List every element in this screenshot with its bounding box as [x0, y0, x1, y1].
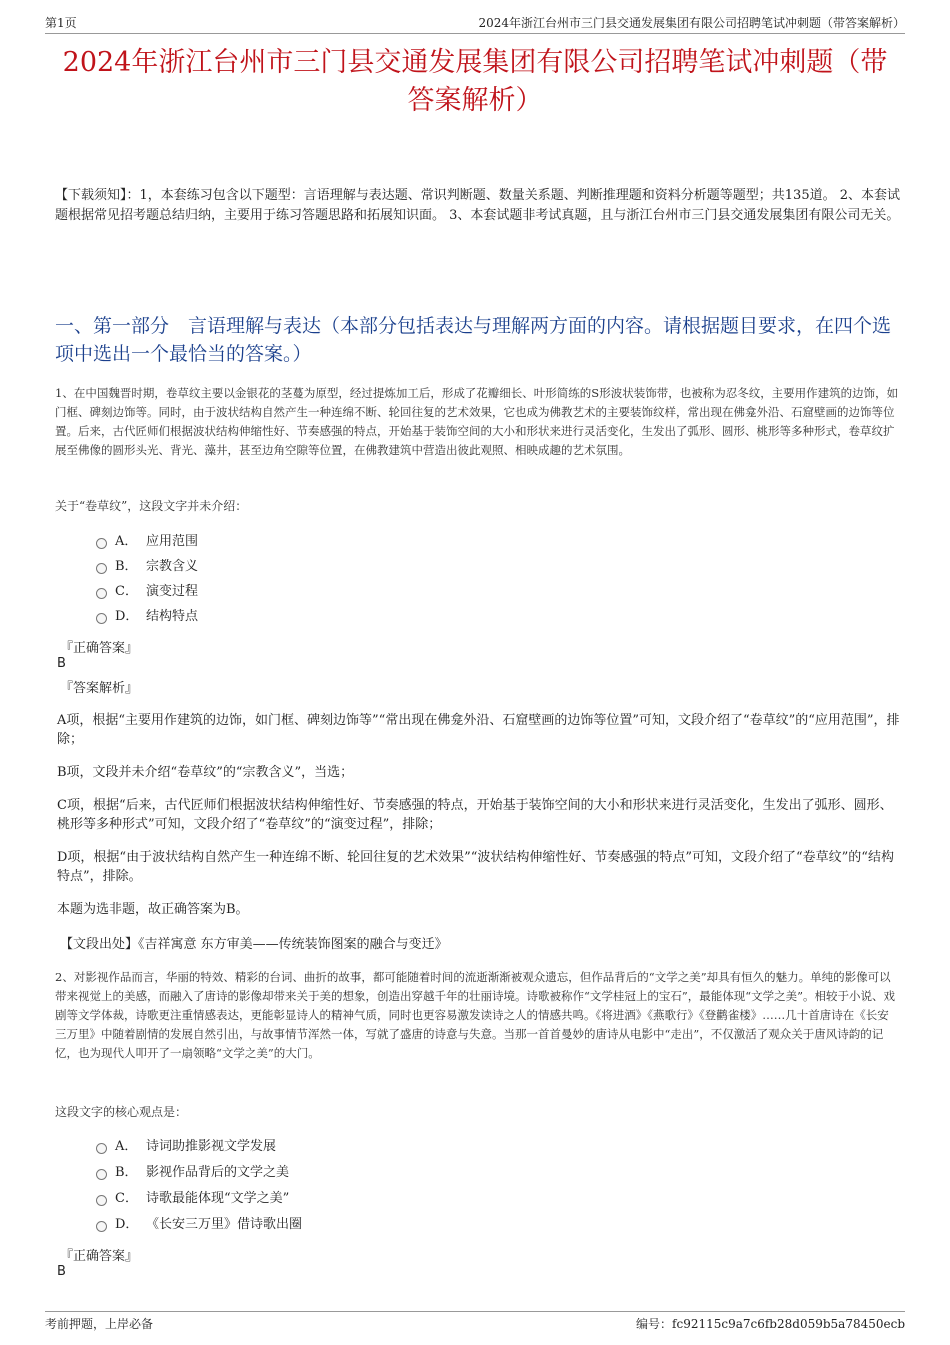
option-text: 演变过程 [146, 584, 199, 599]
option-text: 诗词助推影视文学发展 [146, 1139, 277, 1154]
footer-divider [45, 1311, 905, 1312]
radio-icon[interactable] [96, 1143, 107, 1154]
radio-icon[interactable] [96, 1221, 107, 1232]
page-header [45, 14, 905, 32]
option-letter: A． [115, 534, 138, 549]
question-1-prompt: 关于“卷草纹”，这段文字并未介绍： [55, 499, 248, 513]
q2-answer-label: 『正确答案』 [60, 1249, 139, 1264]
option-letter: B． [115, 1165, 138, 1180]
q2-answer: B [57, 1264, 66, 1279]
q1-analysis-b: B项，文段并未介绍“卷草纹”的“宗教含义”，当选； [57, 765, 354, 780]
radio-icon[interactable] [96, 563, 107, 574]
q1-analysis-d: D项，根据“由于波状结构自然产生一种连绵不断、轮回往复的艺术效果”“波状结构伸缩性好、节奏感强的特点”可知，文段介绍了“卷草纹”的“结构特点”，排除。 [57, 850, 894, 884]
page-number: 第1页 [45, 16, 77, 30]
radio-icon[interactable] [96, 588, 107, 599]
radio-icon[interactable] [96, 1169, 107, 1180]
q1-analysis-a: A项，根据“主要用作建筑的边饰，如门框、碑刻边饰等”“常出现在佛龛外沿、石窟壁画的边饰等位置”可知，文段介绍了“卷草纹”的“应用范围”，排除； [57, 713, 900, 747]
option-text: 宗教含义 [146, 559, 199, 574]
footer-slogan: 考前押题，上岸必备 [45, 1317, 154, 1331]
page-footer [45, 1315, 905, 1333]
option-text: 《长安三万里》借诗歌出圈 [146, 1217, 303, 1232]
option-letter: D． [115, 609, 139, 624]
question-2-prompt: 这段文字的核心观点是： [55, 1105, 188, 1119]
question-2-passage: 2、对影视作品而言，华丽的特效、精彩的台词、曲折的故事，都可能随着时间的流逝渐渐被观众遗忘，但作品背后的“文学之美”却具有恒久的魅力。单纯的影像可以带来视觉上的美感，而融入了唐诗的影像却带来关于美的想象，创造出穿越千年的壮丽诗境。诗歌被称作“文学桂冠上的宝石”，最能体现“文学之美”。相较于小说、戏剧等文学体裁，诗歌更注重情感表达，更能彰显诗人的精神气质，同时也更容易激发读诗之人的情感共鸣。《将进酒》《燕歌行》《登鹳雀楼》……几十首唐诗在《长安三万里》中随着剧情的发展自然引出，与故事情节浑然一体，写就了盛唐的诗意与失意。当那一首首曼妙的唐诗从电影中“走出”，不仅激活了观众关于唐风诗韵的记忆，也为现代人叩开了一扇领略“文学之美”的大门。 [55, 970, 896, 1060]
q1-source: 【文段出处】《吉祥寓意 东方审美——传统装饰图案的融合与变迁》 [60, 937, 448, 952]
option-letter: A． [115, 1139, 138, 1154]
footer-doc-code: 编号：fc92115c9a7c6fb28d059b5a78450ecb [636, 1317, 905, 1331]
radio-icon[interactable] [96, 613, 107, 624]
q1-conclusion: 本题为选非题，故正确答案为B。 [57, 902, 249, 917]
q1-answer-label: 『正确答案』 [60, 641, 139, 656]
q1-answer: B [57, 656, 66, 671]
question-1-passage: 1、在中国魏晋时期，卷草纹主要以金银花的茎蔓为原型，经过提炼加工后，形成了花瓣细长、叶形简练的S形波状装饰带，也被称为忍冬纹，主要用作建筑的边饰，如门框、碑刻边饰等。同时，由于波状结构自然产生一种连绵不断、轮回往复的艺术效果，它也成为佛教艺术的主要装饰纹样，常出现在佛龛外沿、石窟壁画的边饰等位置。后来，古代匠师们根据波状结构伸缩性好、节奏感强的特点，开始基于装饰空间的大小和形状来进行灵活变化，生发出了弧形、圆形、桃形等多种形式，卷草纹扩展至佛像的圆形头光、背光、藻井，甚至边角空隙等位置，在佛教建筑中营造出彼此观照、相映成趣的艺术氛围。 [55, 386, 899, 457]
header-doc-title: 2024年浙江台州市三门县交通发展集团有限公司招聘笔试冲刺题（带答案解析） [478, 16, 905, 30]
radio-icon[interactable] [96, 1195, 107, 1206]
q1-analysis-label: 『答案解析』 [60, 681, 139, 696]
option-text: 应用范围 [146, 534, 199, 549]
option-text: 结构特点 [146, 609, 199, 624]
option-letter: C． [115, 584, 138, 599]
header-divider [45, 33, 905, 34]
download-notice: 【下载须知】：1，本套练习包含以下题型：言语理解与表达题、常识判断题、数量关系题、判断推理题和资料分析题等题型；共135道。 2、本套试题根据常见招考题总结归纳，主要用于练习答题思路和拓展知识面。 3、本套试题非考试真题，且与浙江台州市三门县交通发展集团有限公司无关。 [55, 188, 900, 223]
option-text: 影视作品背后的文学之美 [146, 1165, 290, 1180]
option-text: 诗歌最能体现“文学之美” [146, 1191, 290, 1206]
section-heading: 一、第一部分 言语理解与表达（本部分包括表达与理解两方面的内容。请根据题目要求，在四个选项中选出一个最恰当的答案。） [55, 315, 892, 365]
option-letter: D． [115, 1217, 139, 1232]
q1-analysis-c: C项，根据“后来，古代匠师们根据波状结构伸缩性好、节奏感强的特点，开始基于装饰空间的大小和形状来进行灵活变化，生发出了弧形、圆形、桃形等多种形式”可知，文段介绍了“卷草纹”的“演变过程”，排除； [57, 798, 893, 832]
radio-icon[interactable] [96, 538, 107, 549]
document-title: 2024年浙江台州市三门县交通发展集团有限公司招聘笔试冲刺题（带答案解析） [62, 47, 888, 116]
option-letter: B． [115, 559, 138, 574]
option-letter: C． [115, 1191, 138, 1206]
